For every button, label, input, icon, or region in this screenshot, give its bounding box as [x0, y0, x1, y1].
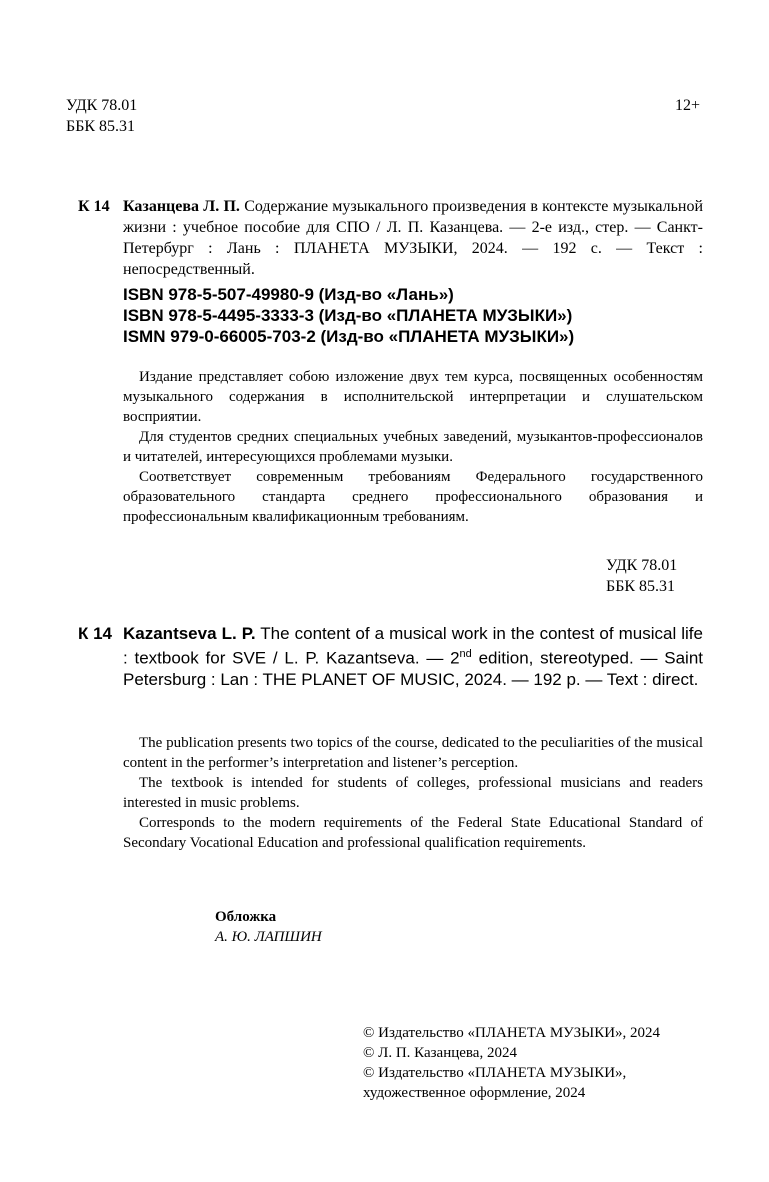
isbn-planeta: ISBN 978-5-4495-3333-3 (Изд-во «ПЛАНЕТА МУЗЫКИ») [123, 306, 573, 325]
en-record-description-2: edition, stereotyped. — Saint Petersburg : Lan : THE PLANET OF MUSIC, 2024. — 192 p. — Text : direct. [123, 648, 703, 689]
en-record-entry [123, 623, 703, 690]
ru-annotation-paragraph: Соответствует современным требованиям Федерального государственного образовательного стандарта среднего профессионального образования и профессиональным квалификационным требованиям. [123, 469, 703, 525]
header-bbk: ББК 85.31 [66, 118, 136, 135]
cover-credit [215, 907, 322, 947]
en-annotation-paragraph: Corresponds to the modern requirements of the Federal State Educational Standard of Secondary Vocational Education and professional qualification requirements. [123, 815, 703, 851]
en-annotation-paragraph: The publication presents two topics of the course, dedicated to the peculiarities of the musical content in the performer’s interpretation and listener’s perception. [123, 735, 703, 771]
ru-annotation-paragraph: Издание представляет собою изложение двух тем курса, посвященных особенностям музыкального содержания в исполнительской интерпретации и слушательском восприятии. [123, 369, 703, 425]
ru-record-author: Казанцева Л. П. [123, 198, 240, 215]
classification-right [606, 555, 677, 597]
header-udk: УДК 78.01 [66, 97, 138, 114]
ru-annotation-paragraph: Для студентов средних специальных учебных заведений, музыкантов-профессионалов и читателей, интересующихся проблемами музыки. [123, 429, 703, 465]
classification-udk: УДК 78.01 [606, 557, 678, 574]
header-classification [66, 95, 137, 137]
ismn-planeta: ISMN 979-0-66005-703-2 (Изд-во «ПЛАНЕТА МУЗЫКИ») [123, 327, 575, 346]
en-record-code: К 14 [78, 624, 113, 643]
copyright-line: © Издательство «ПЛАНЕТА МУЗЫКИ», 2024 [363, 1025, 661, 1041]
copyright-block [363, 1023, 660, 1103]
isbn-block [123, 284, 723, 347]
en-record-description-1: The content of a musical work in the contest of musical life : textbook for SVE / L. P. Kazantseva. — 2 [123, 624, 703, 668]
ru-record-code: К 14 [78, 198, 110, 215]
isbn-lan: ISBN 978-5-507-49980-9 (Изд-во «Лань») [123, 285, 454, 304]
ru-record-description: Содержание музыкального произведения в контексте музыкальной жизни : учебное пособие для СПО / Л. П. Казанцева. — 2-е изд., стер. — Санкт-Петербург : Лань : ПЛАНЕТА МУЗЫКИ, 2024. — 192 с. — Текст : непосредственный. [123, 198, 704, 278]
copyright-line: © Издательство «ПЛАНЕТА МУЗЫКИ», [363, 1065, 627, 1081]
ru-record-entry [123, 196, 703, 280]
age-rating: 12+ [674, 97, 700, 114]
en-annotation-paragraph: The textbook is intended for students of colleges, professional musicians and readers interested in music problems. [123, 775, 703, 811]
copyright-line: © Л. П. Казанцева, 2024 [363, 1045, 517, 1061]
cover-artist: А. Ю. ЛАПШИН [215, 929, 322, 945]
en-record-superscript: nd [459, 648, 472, 660]
cover-label: Обложка [215, 909, 277, 925]
en-annotation [123, 733, 703, 853]
classification-bbk: ББК 85.31 [606, 578, 676, 595]
en-record-author: Kazantseva L. P. [123, 624, 256, 643]
copyright-line: художественное оформление, 2024 [363, 1085, 586, 1101]
ru-annotation [123, 367, 703, 527]
